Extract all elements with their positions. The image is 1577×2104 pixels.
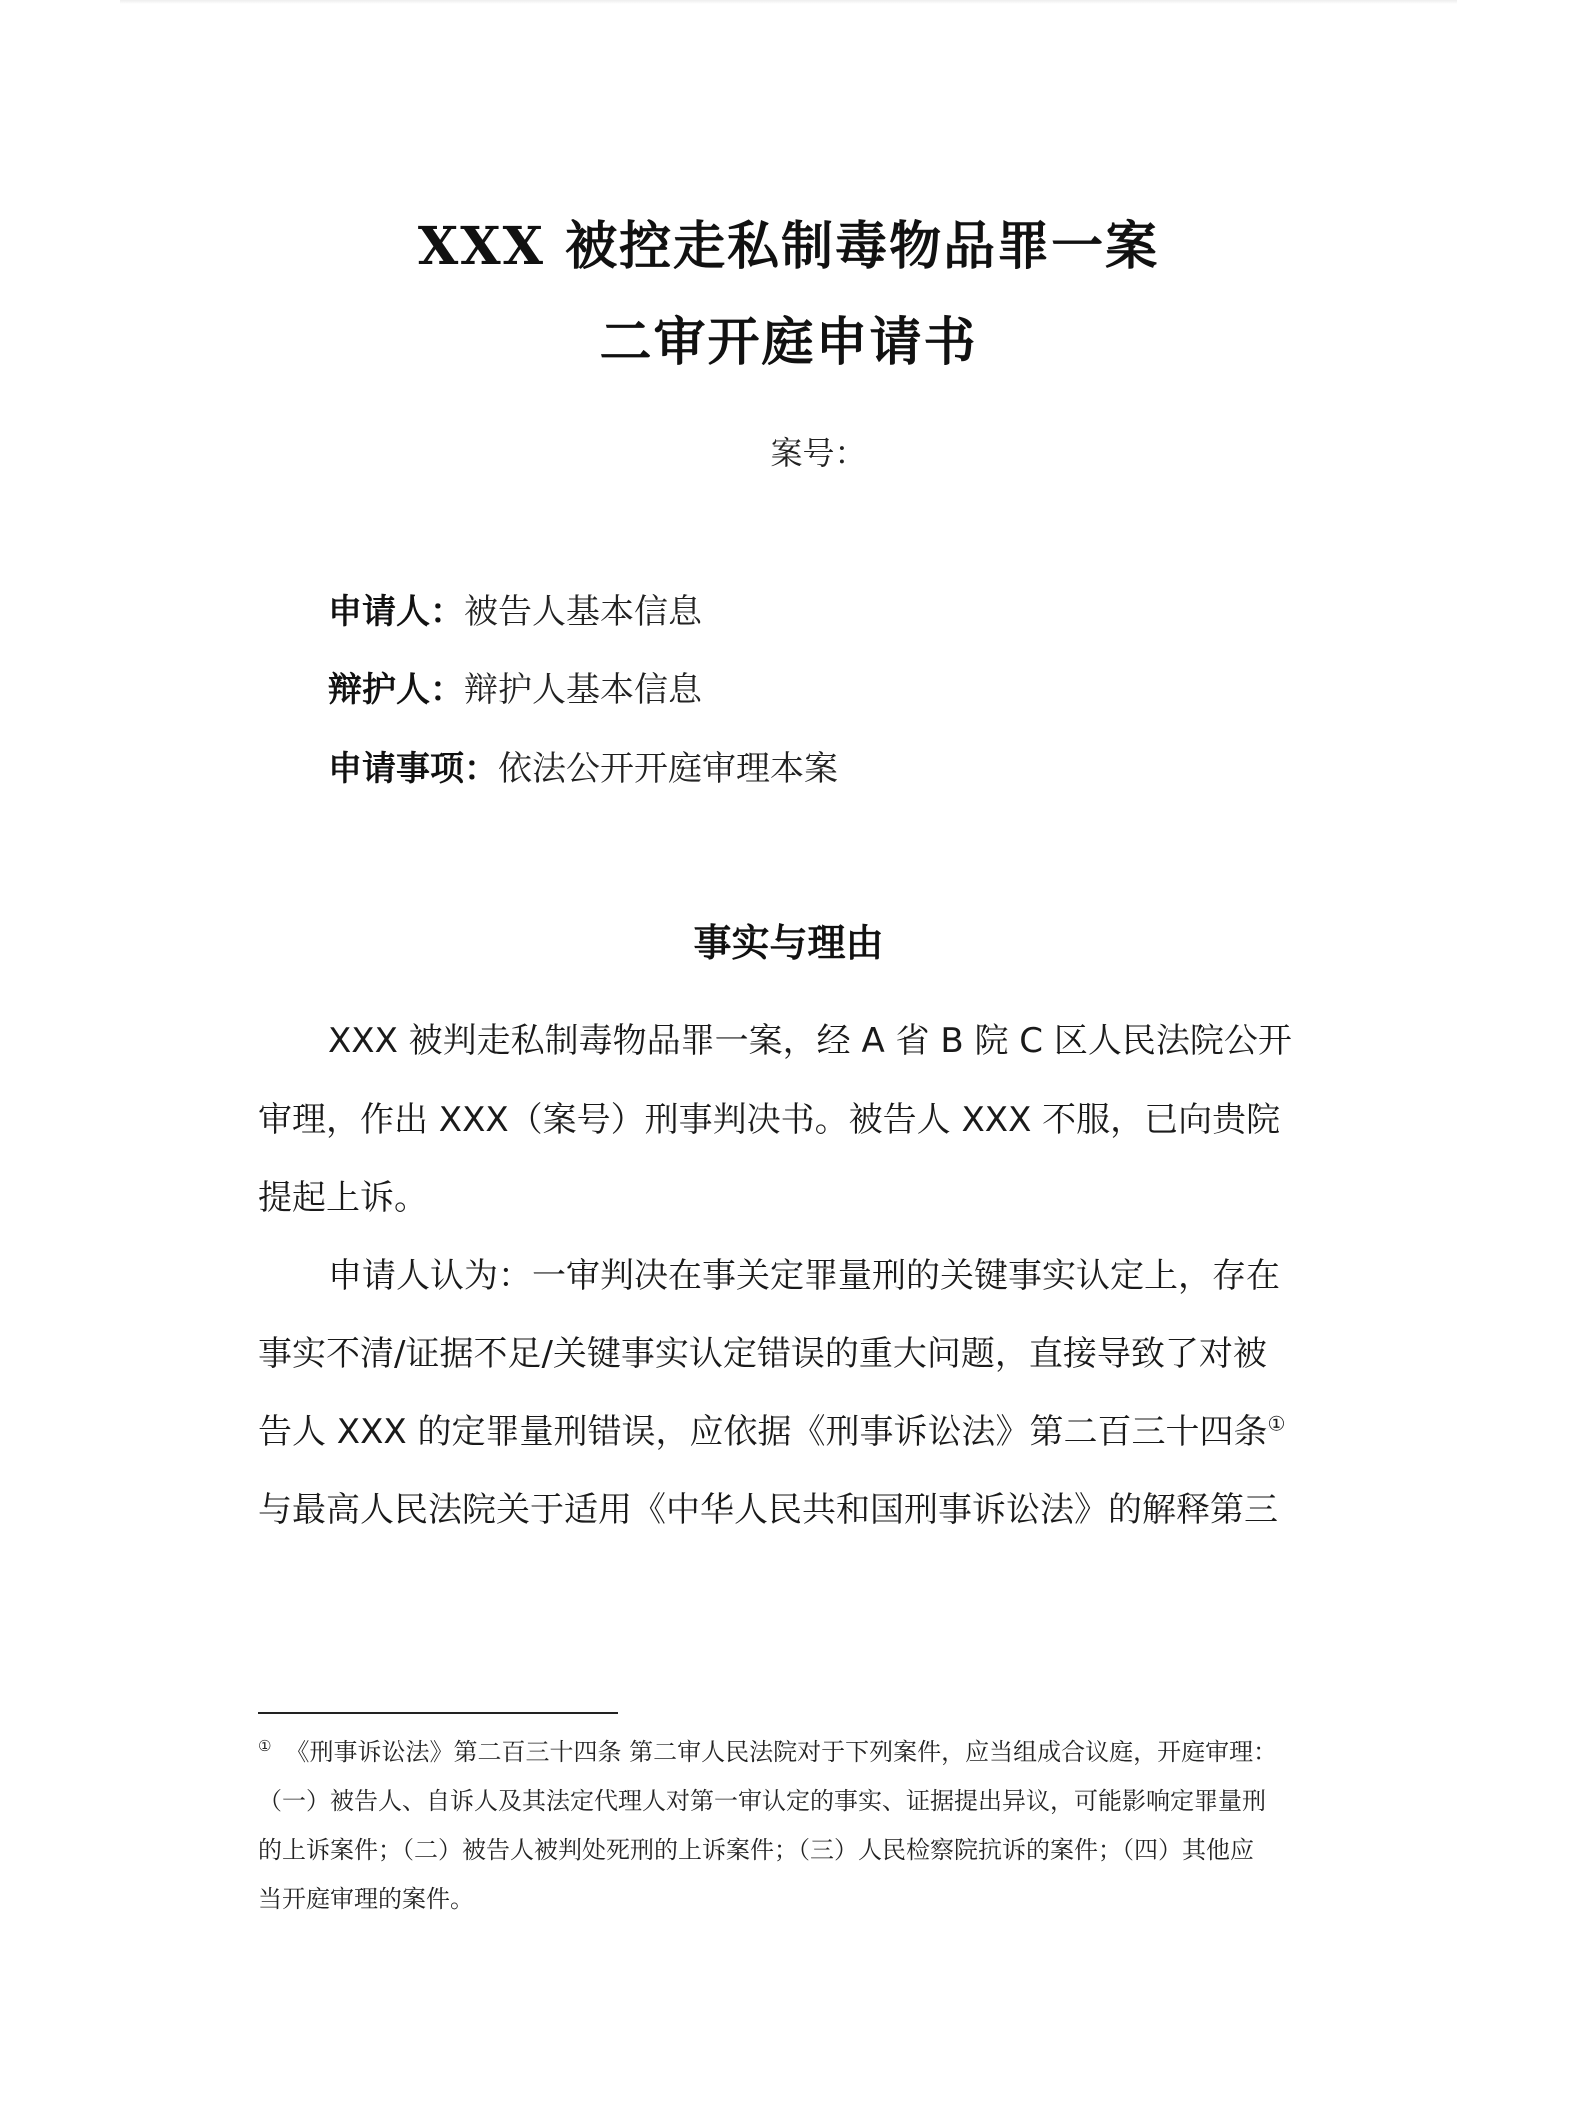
defender-label: 辩护人： bbox=[328, 670, 464, 710]
footnote-line-4: 当开庭审理的案件。 bbox=[258, 1885, 474, 1913]
case-number-label: 案号： bbox=[770, 434, 867, 472]
request-label: 申请事项： bbox=[328, 749, 498, 789]
applicant-value: 被告人基本信息 bbox=[464, 592, 702, 632]
request-row bbox=[328, 741, 838, 790]
facts-heading: 事实与理由 bbox=[693, 921, 884, 965]
facts-line-6 bbox=[258, 1404, 1285, 1453]
footnote-line-3: 的上诉案件；（二）被告人被判处死刑的上诉案件；（三）人民检察院抗诉的案件；（四）其他应 bbox=[258, 1836, 1254, 1864]
facts-line-1: XXX 被判走私制毒物品罪一案，经 A 省 B 院 C 区人民法院公开 bbox=[328, 1021, 1292, 1061]
footnote-marker: ① bbox=[258, 1737, 272, 1755]
footnote-line-1 bbox=[258, 1732, 1277, 1767]
defender-value: 辩护人基本信息 bbox=[464, 670, 702, 710]
footnote-line-2: （一）被告人、自诉人及其法定代理人对第一审认定的事实、证据提出异议，可能影响定罪量刑 bbox=[258, 1787, 1266, 1815]
facts-line-5: 事实不清/证据不足/关键事实认定错误的重大问题，直接导致了对被 bbox=[258, 1334, 1267, 1374]
applicant-label: 申请人： bbox=[328, 592, 464, 632]
facts-line-2: 审理，作出 XXX（案号）刑事判决书。被告人 XXX 不服，已向贵院 bbox=[258, 1100, 1281, 1140]
defender-row bbox=[328, 662, 702, 711]
facts-line-6-text: 告人 XXX 的定罪量刑错误，应依据《刑事诉讼法》第二百三十四条 bbox=[258, 1412, 1268, 1452]
footnote-separator bbox=[258, 1712, 618, 1714]
document-title-line2: 二审开庭申请书 bbox=[599, 313, 978, 373]
facts-line-7: 与最高人民法院关于适用《中华人民共和国刑事诉讼法》的解释第三 bbox=[258, 1490, 1278, 1530]
footnote-line-1-text: 《刑事诉讼法》第二百三十四条 第二审人民法院对于下列案件，应当组成合议庭，开庭审理： bbox=[285, 1738, 1278, 1766]
facts-line-4: 申请人认为：一审判决在事关定罪量刑的关键事实认定上，存在 bbox=[328, 1256, 1280, 1296]
document-title-line1: XXX 被控走私制毒物品罪一案 bbox=[417, 216, 1160, 277]
facts-line-3: 提起上诉。 bbox=[258, 1178, 428, 1218]
request-value: 依法公开开庭审理本案 bbox=[498, 749, 838, 789]
applicant-row bbox=[328, 584, 702, 633]
footnote-reference-mark[interactable]: ① bbox=[1267, 1411, 1286, 1436]
